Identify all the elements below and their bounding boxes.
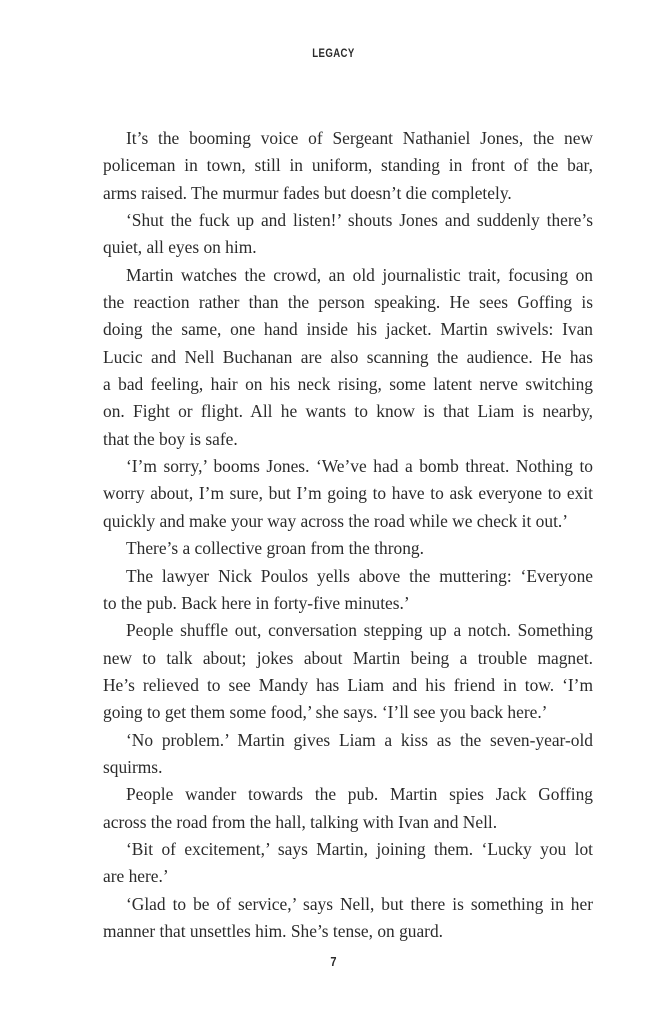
text-line: doing the same, one hand inside his jacket. Martin swivels: Ivan [103,319,593,340]
text-line: quiet, all eyes on him. [103,237,257,258]
body-text [103,125,593,945]
text-line: There’s a collective groan from the throng. [126,538,424,559]
paragraph [103,535,593,562]
paragraph [103,781,593,836]
text-line: quickly and make your way across the road while we check it out.’ [103,510,569,531]
text-line: squirms. [103,756,163,777]
text-line: People wander towards the pub. Martin spies Jack Goffing [126,784,593,805]
text-line: ‘Bit of excitement,’ says Martin, joining them. ‘Lucky you lot [126,838,593,859]
text-line: are here.’ [103,866,169,887]
text-line: going to get them some food,’ she says. ‘I’ll see you back here.’ [103,702,548,723]
text-line: ‘Shut the fuck up and listen!’ shouts Jones and suddenly there’s [126,210,593,231]
text-line: ‘No problem.’ Martin gives Liam a kiss as the seven-year-old [126,729,593,750]
page-number: 7 [330,954,337,969]
paragraph [103,891,593,946]
text-line: manner that unsettles him. She’s tense, on guard. [103,920,444,941]
paragraph [103,617,593,726]
text-line: to the pub. Back here in forty-five minutes.’ [103,592,410,613]
text-line: policeman in town, still in uniform, standing in front of the bar, [103,155,593,176]
text-line: The lawyer Nick Poulos yells above the muttering: ‘Everyone [126,565,593,586]
paragraph [103,125,593,207]
text-line: arms raised. The murmur fades but doesn’t die completely. [103,182,512,203]
text-line: ‘Glad to be of service,’ says Nell, but there is something in her [126,893,593,914]
paragraph [103,453,593,535]
paragraph [103,207,593,262]
text-line: He’s relieved to see Mandy has Liam and his friend in tow. ‘I’m [103,674,593,695]
text-line: new to talk about; jokes about Martin being a trouble magnet. [103,647,593,668]
text-line: that the boy is safe. [103,428,238,449]
text-line: worry about, I’m sure, but I’m going to have to ask everyone to exit [103,483,593,504]
text-line: Martin watches the crowd, an old journalistic trait, focusing on [126,264,593,285]
text-line: People shuffle out, conversation stepping up a notch. Something [126,620,593,641]
text-line: on. Fight or flight. All he wants to know is that Liam is nearby, [103,401,593,422]
text-line: the reaction rather than the person speaking. He sees Goffing is [103,292,593,313]
text-line: ‘I’m sorry,’ booms Jones. ‘We’ve had a bomb threat. Nothing to [126,456,593,477]
paragraph [103,262,593,453]
text-line: Lucic and Nell Buchanan are also scanning the audience. He has [103,346,593,367]
running-head: LEGACY [312,46,355,60]
text-line: across the road from the hall, talking with Ivan and Nell. [103,811,498,832]
paragraph [103,563,593,618]
text-line: It’s the booming voice of Sergeant Nathaniel Jones, the new [126,128,593,148]
paragraph [103,836,593,891]
text-line: a bad feeling, hair on his neck rising, some latent nerve switching [103,374,593,395]
paragraph [103,727,593,782]
